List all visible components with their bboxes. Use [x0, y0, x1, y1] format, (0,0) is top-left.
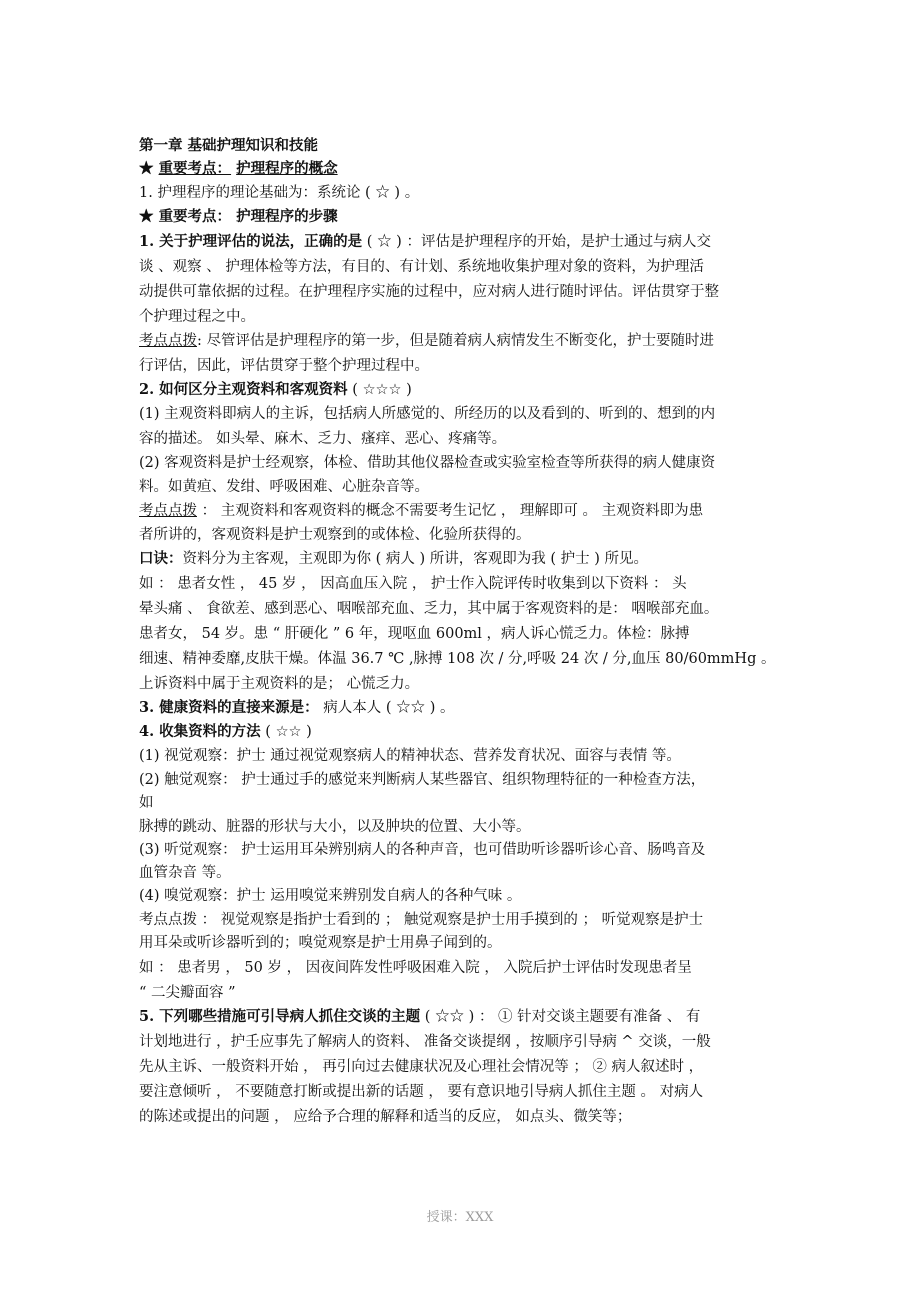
paragraph-line: 料。如黄疸、发绀、呼吸困难、心脏杂音等。	[139, 479, 429, 495]
paragraph-line: (1) 主观资料即病人的主诉，包括病人所感觉的、所经历的以及看到的、听到的、想到的内	[139, 406, 716, 422]
tip-text: ： 主观资料和客观资料的概念不需要考生记忆 ， 理解即可 。 主观资料即为患	[197, 503, 704, 519]
paragraph-line: 要注意倾听 ， 不要随意打断或提出新的话题 ， 要有意识地引导病人抓住主题 。 对病人	[139, 1084, 704, 1100]
paragraph-line: 容的描述。 如头晕、麻木、乏力、瘙痒、恶心、疼痛等。	[139, 431, 507, 447]
chapter-title: 第一章 基础护理知识和技能	[139, 137, 319, 154]
paragraph-line: 上诉资料中属于主观资料的是； 心慌乏力。	[139, 676, 420, 692]
paragraph-line: 考点点拨 ： 视觉观察是指护士看到的 ； 触觉观察是护士用手摸到的 ； 听觉观察是护士	[139, 912, 704, 928]
key-point-topic: 护理程序的概念	[236, 160, 338, 177]
question-line	[139, 379, 807, 401]
key-point-heading	[139, 206, 807, 228]
paragraph-line: (2) 触觉观察： 护士通过手的感觉来判断病人某些器官、组织物理特征的一种检查方法，	[139, 772, 706, 788]
answer-text: ： ① 针对交谈主题要有准备 、 有	[474, 1009, 701, 1025]
rating-stars: ( ☆☆ )	[265, 724, 312, 740]
mnemonic-label: 口诀：	[139, 550, 183, 567]
key-point-label: 重要考点：	[158, 208, 232, 225]
answer-text: ：评估是护理程序的开始，是护士通过与病人交	[406, 234, 711, 250]
mnemonic-line	[139, 548, 807, 570]
paragraph-line: 患者女， 54 岁。患 “ 肝硬化 ” 6 年，现呕血 600ml ，病人诉心慌乏力。体检：脉搏	[139, 626, 690, 642]
key-point-heading	[139, 158, 807, 180]
paragraph-line: 如 ： 患者女性 ， 45 岁 ， 因高血压入院 ， 护士作入院评传时收集到以下资料 ： 头	[139, 576, 687, 592]
tip-line	[139, 330, 807, 352]
paragraph-line: (2) 客观资料是护士经观察，体检、借助其他仪器检查或实验室检查等所获得的病人健康资	[139, 455, 716, 471]
question-title: 3. 健康资料的直接来源是：	[139, 699, 319, 716]
paragraph-line: 用耳朵或听诊器听到的；嗅觉观察是护士用鼻子闻到的。	[139, 935, 502, 951]
paragraph-line: 谈 、观察 、 护理体检等方法，有目的、有计划、系统地收集护理对象的资料，为护理活	[139, 259, 704, 275]
tip-text: : 尽管评估是护理程序的第一步，但是随着病人病情发生不断变化，护士要随时进	[197, 333, 714, 349]
page-footer: 授课：XXX	[426, 1210, 494, 1225]
paragraph-line: 如 ： 患者男 ， 50 岁 ， 因夜间阵发性呼吸困难入院 ， 入院后护士评估时发现患者呈	[139, 960, 692, 976]
question-line	[139, 721, 807, 743]
paragraph-line: 1. 护理程序的理论基础为：系统论 ( ☆ ) 。	[139, 185, 420, 201]
paragraph-line: 先从主诉、一般资料开始 ， 再引向过去健康状况及心理社会情况等 ； ② 病人叙述时 ，	[139, 1059, 704, 1075]
rating-stars: ( ☆☆☆ )	[352, 382, 412, 398]
rating-stars: ( ☆☆ )	[424, 1009, 475, 1025]
paragraph-line: 血管杂音 等。	[139, 865, 231, 881]
question-line	[139, 231, 807, 253]
paragraph-line: 的陈述或提出的问题 ， 应给予合理的解释和适当的反应， 如点头、微笑等；	[139, 1109, 632, 1125]
paragraph-line: 细速、精神委靡,皮肤干燥。体温 36.7 ℃ ,脉搏 108 次 / 分,呼吸 24 次 / 分,血压 80/60mmHg 。	[139, 651, 776, 667]
tip-label: 考点点拨	[139, 503, 197, 519]
question-title: 4. 收集资料的方法	[139, 723, 261, 740]
answer-text: 病人本人 ( ☆☆ ) 。	[318, 700, 455, 716]
paragraph-line: 如	[139, 795, 154, 811]
mnemonic-text: 资料分为主客观，主观即为你 ( 病人 ) 所讲，客观即为我 ( 护士 ) 所见。	[182, 551, 648, 567]
paragraph-line: (3) 听觉观察： 护士运用耳朵辨别病人的各种声音，也可借助听诊器听诊心音、肠鸣音及	[139, 842, 706, 858]
paragraph-line: 脉搏的跳动、脏器的形状与大小，以及肿块的位置、大小等。	[139, 819, 531, 835]
key-point-topic: 护理程序的步骤	[236, 208, 338, 225]
paragraph-line: 计划地进行 ，护壬应事先了解病人的资料、 准备交谈提纲 ，按顺序引导病 ^ 交谈，一般	[139, 1034, 711, 1050]
question-title: 2. 如何区分主观资料和客观资料	[139, 381, 348, 398]
star-icon: ★	[139, 160, 154, 177]
rating-stars: ( ☆ )	[366, 234, 402, 250]
key-point-label: 重要考点：	[158, 160, 232, 177]
paragraph-line: (1) 视觉观察：护士 通过视觉观察病人的精神状态、营养发育状况、面容与表情 等。	[139, 748, 681, 764]
paragraph-line: “ 二尖瓣面容 ”	[139, 985, 236, 1001]
question-title: 1. 关于护理评估的说法，正确的是	[139, 233, 363, 250]
question-line	[139, 1006, 807, 1028]
paragraph-line: 行评估，因此，评估贯穿于整个护理过程中。	[139, 358, 429, 374]
paragraph-line: 个护理过程之中。	[139, 309, 255, 325]
question-title: 5. 下列哪些措施可引导病人抓住交谈的主题	[139, 1008, 421, 1025]
question-line	[139, 697, 807, 719]
paragraph-line: 晕头痛 、 食欲差、感到恶心、咽喉部充血、乏力，其中属于客观资料的是： 咽喉部充血。	[139, 601, 719, 617]
paragraph-line: 者所讲的，客观资料是护士观察到的或体检、化验所获得的。	[139, 527, 531, 543]
paragraph-line: (4) 嗅觉观察：护士 运用嗅觉来辨别发自病人的各种气味 。	[139, 888, 522, 904]
star-icon: ★	[139, 208, 154, 225]
paragraph-line: 动提供可靠依据的过程。在护理程序实施的过程中，应对病人进行随时评估。评估贯穿于整	[139, 284, 719, 300]
tip-label: 考点点拨	[139, 333, 197, 349]
tip-line	[139, 500, 807, 522]
